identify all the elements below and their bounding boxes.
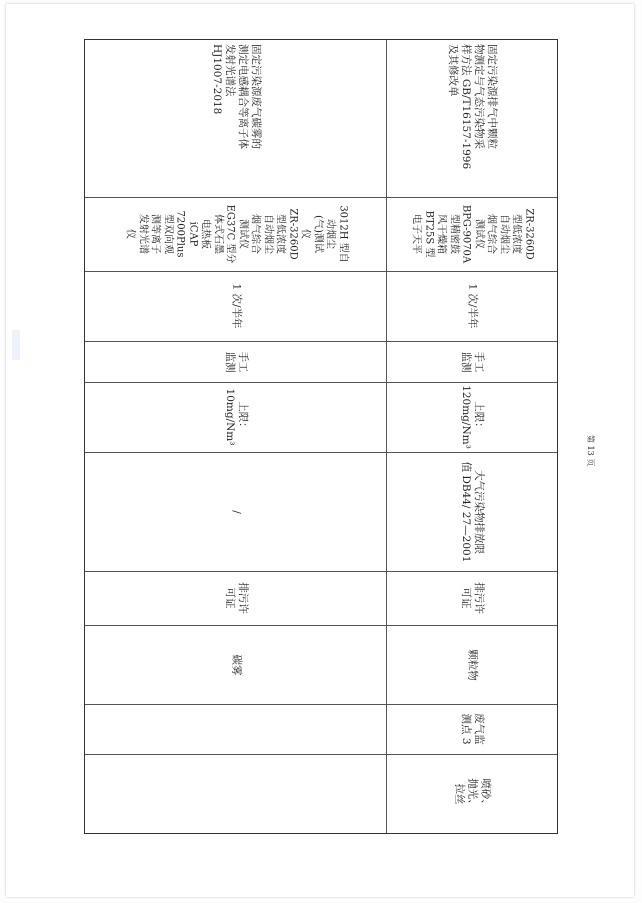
row1-standard-cell xyxy=(85,452,386,571)
row2-instrument: ZR-3260D 型低浓度 自动烟尘 烟气综合 测试仪 BPG-9070A 型精密鼓 风干燥箱 BT25S 型 电子天平 xyxy=(410,204,534,264)
row2-instrument-cell xyxy=(386,197,557,271)
row2-limit-cell xyxy=(386,382,557,452)
row1-pollutant-cell xyxy=(85,625,386,704)
row2-limit: 上限： 120mg/Nm³ xyxy=(459,385,485,449)
row1-analysis: 固定污染源废气碳雾的 测定电感耦合等离子体 发射光谱法 HJ1007-2018 xyxy=(210,43,262,149)
row1-frequency: 1 次/半年 xyxy=(230,283,242,329)
row1-frequency-cell xyxy=(85,271,386,341)
row1-basis-cell xyxy=(85,571,386,625)
row2-process-cell xyxy=(386,754,557,833)
scan-artifact xyxy=(12,330,20,360)
row1-point-cell xyxy=(85,704,386,754)
page-number: 第 13 页 xyxy=(586,435,595,467)
row1-pollutant: 碳雾 xyxy=(230,654,242,675)
row1-limit: 上限： 10mg/Nm³ xyxy=(223,388,249,446)
row2-frequency: 1 次/半年 xyxy=(466,283,478,329)
row2-pollutant-cell xyxy=(386,625,557,704)
row2-analysis: 固定污染源排气中颗粒 物测定与气态污染物采 样方法 GB/T16157-1996 及其修改单 xyxy=(446,43,498,169)
row2-standard: 大气污染物排放限 值 DB44/ 27—2001 xyxy=(459,461,485,562)
row1-method: 手工 监测 xyxy=(223,351,249,372)
row2-method-cell xyxy=(386,341,557,382)
row1-instrument: 3012H 型自 动烟尘 (气)测试 仪 ZR-3260D 型低浓度 自动烟尘 烟气综合 测试仪 EG37C 型分 体式石墨 电热板 iCAP 7200Plus 型双向观 测等离子 发射光谱 仪 xyxy=(124,204,348,264)
row2-point-cell xyxy=(386,704,557,754)
row1-standard: / xyxy=(230,509,242,514)
row2-pollutant: 颗粒物 xyxy=(466,648,478,681)
row1-method-cell xyxy=(85,341,386,382)
row1-basis: 排污许 可证 xyxy=(223,582,249,614)
row1-process-cell xyxy=(85,754,386,833)
row2-method: 手工 监测 xyxy=(459,351,485,372)
row2-standard-cell xyxy=(386,452,557,571)
row1-instrument-cell xyxy=(85,197,386,271)
row2-basis-cell xyxy=(386,571,557,625)
row2-point: 废气监 测点 3 xyxy=(459,713,485,745)
row1-analysis-cell xyxy=(85,40,386,197)
monitoring-table xyxy=(84,39,558,834)
row2-basis: 排污许 可证 xyxy=(459,582,485,614)
row2-process: 喷砂、 抛光、 拉丝 xyxy=(453,777,491,810)
row2-frequency-cell xyxy=(386,271,557,341)
row2-analysis-cell xyxy=(386,40,557,197)
row1-limit-cell xyxy=(85,382,386,452)
